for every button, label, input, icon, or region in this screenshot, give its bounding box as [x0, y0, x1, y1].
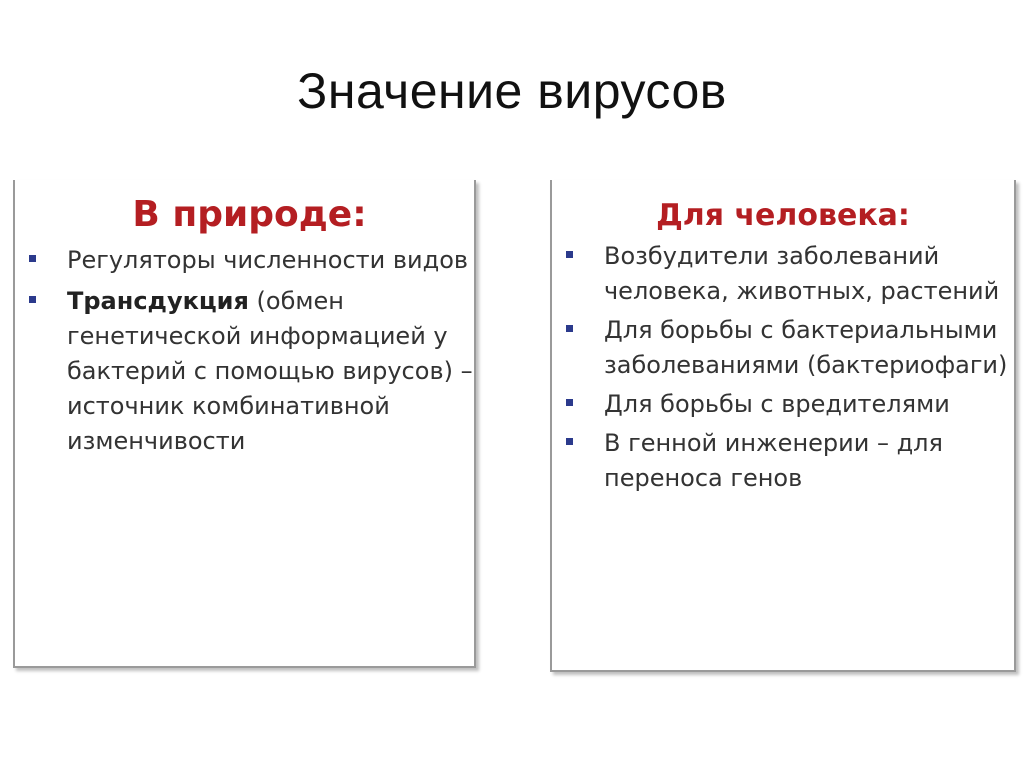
list-item	[552, 313, 1014, 383]
nature-heading: В природе:	[132, 194, 367, 235]
list-item-text: Для борьбы с бактериальными заболеваниями (бактериофаги)	[604, 316, 1008, 379]
square-bullet-icon	[566, 251, 573, 258]
list-item	[15, 243, 474, 278]
human-panel	[550, 180, 1016, 672]
human-heading: Для человека:	[656, 198, 910, 233]
list-item	[552, 239, 1014, 309]
list-item	[15, 284, 474, 459]
square-bullet-icon	[29, 255, 36, 262]
slide-title: Значение вирусов	[297, 63, 727, 119]
square-bullet-icon	[566, 399, 573, 406]
list-item-text: (обмен генетической информацией у бактерий с помощью вирусов) – источник комбинативной изменчивости	[67, 287, 473, 455]
human-list	[552, 239, 1014, 496]
list-item-term: Трансдукция	[67, 287, 249, 315]
square-bullet-icon	[566, 438, 573, 445]
square-bullet-icon	[29, 296, 36, 303]
nature-panel	[13, 180, 476, 668]
list-item-text: Для борьбы с вредителями	[604, 390, 950, 418]
list-item	[552, 426, 1014, 496]
nature-list	[15, 243, 474, 459]
list-item	[552, 387, 1014, 422]
square-bullet-icon	[566, 325, 573, 332]
list-item-text: Регуляторы численности видов	[67, 246, 469, 274]
list-item-text: В генной инженерии – для переноса генов	[604, 429, 943, 492]
list-item-text: Возбудители заболеваний человека, животных, растений	[604, 242, 1000, 305]
